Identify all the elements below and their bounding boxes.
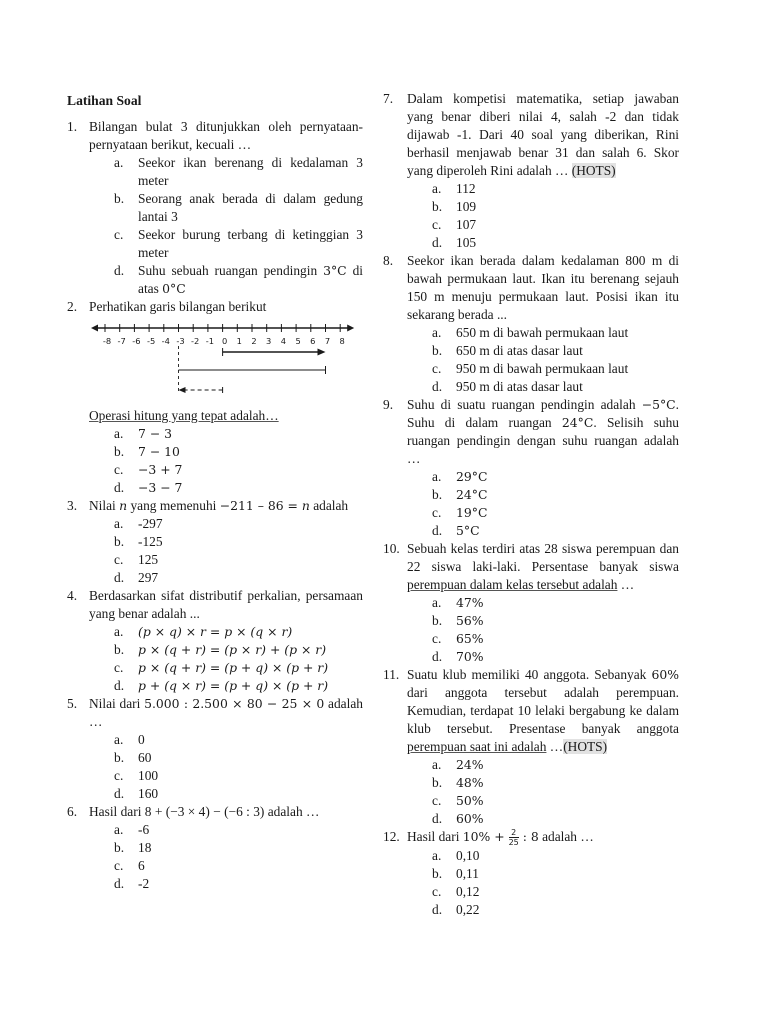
question-7 bbox=[383, 90, 679, 252]
option-c[interactable]: c. Seekor burung terbang di ketinggian 3 meter bbox=[114, 227, 363, 260]
tick-label: -8 bbox=[102, 336, 112, 346]
option-b[interactable]: b. 24°C bbox=[432, 487, 488, 502]
option-c[interactable]: c. 19°C bbox=[432, 505, 488, 520]
options-list bbox=[89, 425, 363, 497]
option-c[interactable]: c. 125 bbox=[114, 552, 159, 567]
number-line-figure bbox=[87, 320, 363, 405]
options-list bbox=[89, 731, 363, 803]
option-c[interactable]: c. 950 m di bawah permukaan laut bbox=[432, 361, 629, 376]
number-line bbox=[87, 320, 365, 400]
option-b[interactable]: b. -125 bbox=[114, 534, 163, 549]
option-c[interactable]: c. 65% bbox=[432, 631, 484, 646]
option-b[interactable]: b. 60 bbox=[114, 750, 152, 765]
tick-label: -4 bbox=[161, 336, 170, 346]
question-number: 5. bbox=[67, 696, 78, 711]
question-number: 12. bbox=[383, 829, 400, 844]
question-number: 8. bbox=[383, 253, 394, 268]
question-number: 6. bbox=[67, 804, 78, 819]
options-list bbox=[407, 847, 679, 919]
question-4 bbox=[67, 587, 363, 695]
options-list bbox=[407, 594, 679, 666]
option-b[interactable]: b. 650 m di atas dasar laut bbox=[432, 343, 583, 358]
option-c[interactable]: c. p × (q + r) = (p + q) × (p + r) bbox=[114, 660, 329, 675]
question-number: 2. bbox=[67, 299, 78, 314]
tick-label: 3 bbox=[266, 336, 272, 346]
question-number: 9. bbox=[383, 397, 394, 412]
tick-label: 2 bbox=[251, 336, 257, 346]
question-5 bbox=[67, 695, 363, 803]
tick-label: 6 bbox=[310, 336, 316, 346]
option-b[interactable]: b. p × (q + r) = (p × r) + (p × r) bbox=[114, 642, 327, 657]
question-number: 3. bbox=[67, 498, 78, 513]
left-column bbox=[67, 90, 363, 893]
option-c[interactable]: c. −3 + 7 bbox=[114, 462, 183, 477]
option-b[interactable]: b. 109 bbox=[432, 199, 477, 214]
option-a[interactable]: a. -6 bbox=[114, 822, 150, 837]
options-list bbox=[89, 821, 363, 893]
question-stem: Dalam kompetisi matematika, setiap jawaban yang benar diberi nilai 4, salah -2 dan tidak dijawab -1. Dari 40 soal yang diberikan, Rini berhasil menjawab benar 31 dan salah 6. Skor yang diperoleh Rini adalah … (HOTS) bbox=[407, 91, 679, 178]
option-c[interactable]: c. 6 bbox=[114, 858, 145, 873]
question-8 bbox=[383, 252, 679, 396]
tick-label: 7 bbox=[324, 336, 331, 346]
option-a[interactable]: a. 650 m di bawah permukaan laut bbox=[432, 325, 629, 340]
axis-arrow-left-icon bbox=[91, 325, 98, 332]
option-b[interactable]: b. 48% bbox=[432, 775, 484, 790]
option-d[interactable]: d. 160 bbox=[114, 786, 159, 801]
option-d[interactable]: d. 950 m di atas dasar laut bbox=[432, 379, 583, 394]
question-number: 1. bbox=[67, 119, 78, 134]
question-2 bbox=[67, 298, 363, 497]
tick-label: 8 bbox=[339, 336, 345, 346]
option-d[interactable]: d. 60% bbox=[432, 811, 484, 826]
hots-tag: (HOTS) bbox=[571, 163, 616, 178]
question-3 bbox=[67, 497, 363, 587]
arrow-head-icon bbox=[179, 387, 186, 393]
option-a[interactable]: a. 7 − 3 bbox=[114, 426, 173, 441]
options-list bbox=[407, 180, 679, 252]
question-stem: Nilai dari 5.000 : 2.500 × 80 − 25 × 0 adalah … bbox=[89, 696, 363, 729]
question-10 bbox=[383, 540, 679, 666]
option-b[interactable]: b. 18 bbox=[114, 840, 152, 855]
option-d[interactable]: d. 297 bbox=[114, 570, 159, 585]
question-number: 7. bbox=[383, 91, 394, 106]
option-d[interactable]: d. 5°C bbox=[432, 523, 480, 538]
question-stem: Berdasarkan sifat distributif perkalian, persamaan yang benar adalah ... bbox=[89, 588, 363, 621]
question-followup: Operasi hitung yang tepat adalah… bbox=[89, 408, 279, 423]
question-11 bbox=[383, 666, 679, 828]
option-c[interactable]: c. 100 bbox=[114, 768, 159, 783]
question-12 bbox=[383, 828, 679, 919]
question-6 bbox=[67, 803, 363, 893]
right-column bbox=[383, 90, 679, 919]
question-number: 4. bbox=[67, 588, 78, 603]
tick-label: 1 bbox=[236, 336, 242, 346]
option-a[interactable]: a. 0,10 bbox=[432, 848, 480, 864]
options-list bbox=[89, 154, 363, 298]
options-list bbox=[407, 324, 679, 396]
arrow-head-icon bbox=[318, 349, 326, 356]
question-stem: Suhu di suatu ruangan pendingin adalah −5°C. Suhu di dalam ruangan 24°C. Selisih suhu ruangan pendingin dengan suhu ruangan adalah … bbox=[407, 397, 679, 466]
option-b[interactable]: b. 56% bbox=[432, 613, 484, 628]
options-list bbox=[407, 468, 679, 540]
option-b[interactable]: b. 0,11 bbox=[432, 866, 479, 882]
question-stem: Perhatikan garis bilangan berikut bbox=[89, 299, 267, 314]
option-a[interactable]: a. 47% bbox=[432, 595, 484, 610]
option-b[interactable]: b. 7 − 10 bbox=[114, 444, 180, 459]
tick-label: -6 bbox=[132, 336, 141, 346]
hots-tag: (HOTS) bbox=[563, 739, 608, 754]
option-d[interactable]: d. 70% bbox=[432, 649, 484, 664]
question-stem: Bilangan bulat 3 ditunjukkan oleh pernyataan-pernyataan berikut, kecuali … bbox=[89, 119, 363, 152]
question-1 bbox=[67, 118, 363, 298]
option-b[interactable]: b. Seorang anak berada di dalam gedung lantai 3 bbox=[114, 191, 363, 224]
option-c[interactable]: c. 107 bbox=[432, 217, 477, 232]
option-d[interactable]: d. 105 bbox=[432, 235, 477, 250]
tick-label: 4 bbox=[280, 336, 287, 346]
tick-label: -1 bbox=[205, 336, 215, 346]
fraction: $\frac{2}{25}$ bbox=[508, 828, 519, 848]
option-d[interactable]: d. -2 bbox=[114, 876, 150, 891]
option-d[interactable]: d. 0,22 bbox=[432, 902, 480, 918]
options-list bbox=[89, 515, 363, 587]
question-stem: Nilai n yang memenuhi −211 – 86 = n adalah bbox=[89, 498, 349, 513]
question-number: 11. bbox=[383, 667, 400, 682]
option-a[interactable]: a. -297 bbox=[114, 516, 163, 531]
tick-label: -3 bbox=[176, 336, 185, 346]
option-d[interactable]: d. −3 − 7 bbox=[114, 480, 183, 495]
option-c[interactable]: c. 0,12 bbox=[432, 884, 480, 900]
tick-label: 0 bbox=[221, 336, 228, 346]
page-title: Latihan Soal bbox=[67, 93, 142, 108]
question-stem: Hasil dari 8 + (−3 × 4) − (−6 : 3) adalah … bbox=[89, 804, 320, 819]
question-stem: Suatu klub memiliki 40 anggota. Sebanyak 60% dari anggota tersebut adalah perempuan. Kemudian, terdapat 10 lelaki bergabung ke dalam klub tersebut. Presentase banyak anggota perempuan saat ini adalah …(HOTS) bbox=[407, 667, 679, 754]
option-a[interactable]: a. 0 bbox=[114, 732, 145, 747]
option-a[interactable]: a. 29°C bbox=[432, 469, 488, 484]
question-stem: Sebuah kelas terdiri atas 28 siswa perempuan dan 22 siswa laki-laki. Persentase banyak siswa perempuan dalam kelas tersebut adalah … bbox=[407, 541, 679, 592]
option-a[interactable]: a. Seekor ikan berenang di kedalaman 3 meter bbox=[114, 155, 363, 188]
option-a[interactable]: a. 24% bbox=[432, 757, 484, 772]
option-c[interactable]: c. 50% bbox=[432, 793, 484, 808]
question-number: 10. bbox=[383, 541, 400, 556]
option-d[interactable]: d. p + (q × r) = (p + q) × (p + r) bbox=[114, 678, 329, 693]
tick-label: 5 bbox=[295, 336, 301, 346]
tick-label: -2 bbox=[191, 336, 200, 346]
axis-arrow-right-icon bbox=[347, 325, 354, 332]
options-list bbox=[407, 756, 679, 828]
option-d[interactable]: d. Suhu sebuah ruangan pendingin 3°C di atas 0°C bbox=[114, 263, 363, 296]
option-a[interactable]: a. (p × q) × r = p × (q × r) bbox=[114, 624, 293, 639]
question-stem: Seekor ikan berada dalam kedalaman 800 m di bawah permukaan laut. Ikan itu berenang sejauh 150 m menuju permukaan laut. Posisi ikan itu sekarang berada ... bbox=[407, 253, 679, 322]
options-list bbox=[89, 623, 363, 695]
option-a[interactable]: a. 112 bbox=[432, 181, 476, 196]
tick-label: -5 bbox=[146, 336, 156, 346]
question-9 bbox=[383, 396, 679, 540]
question-stem: Hasil dari 10% + $\frac{2}{25}$ : 8 adalah … bbox=[407, 828, 594, 848]
tick-label: -7 bbox=[117, 336, 126, 346]
